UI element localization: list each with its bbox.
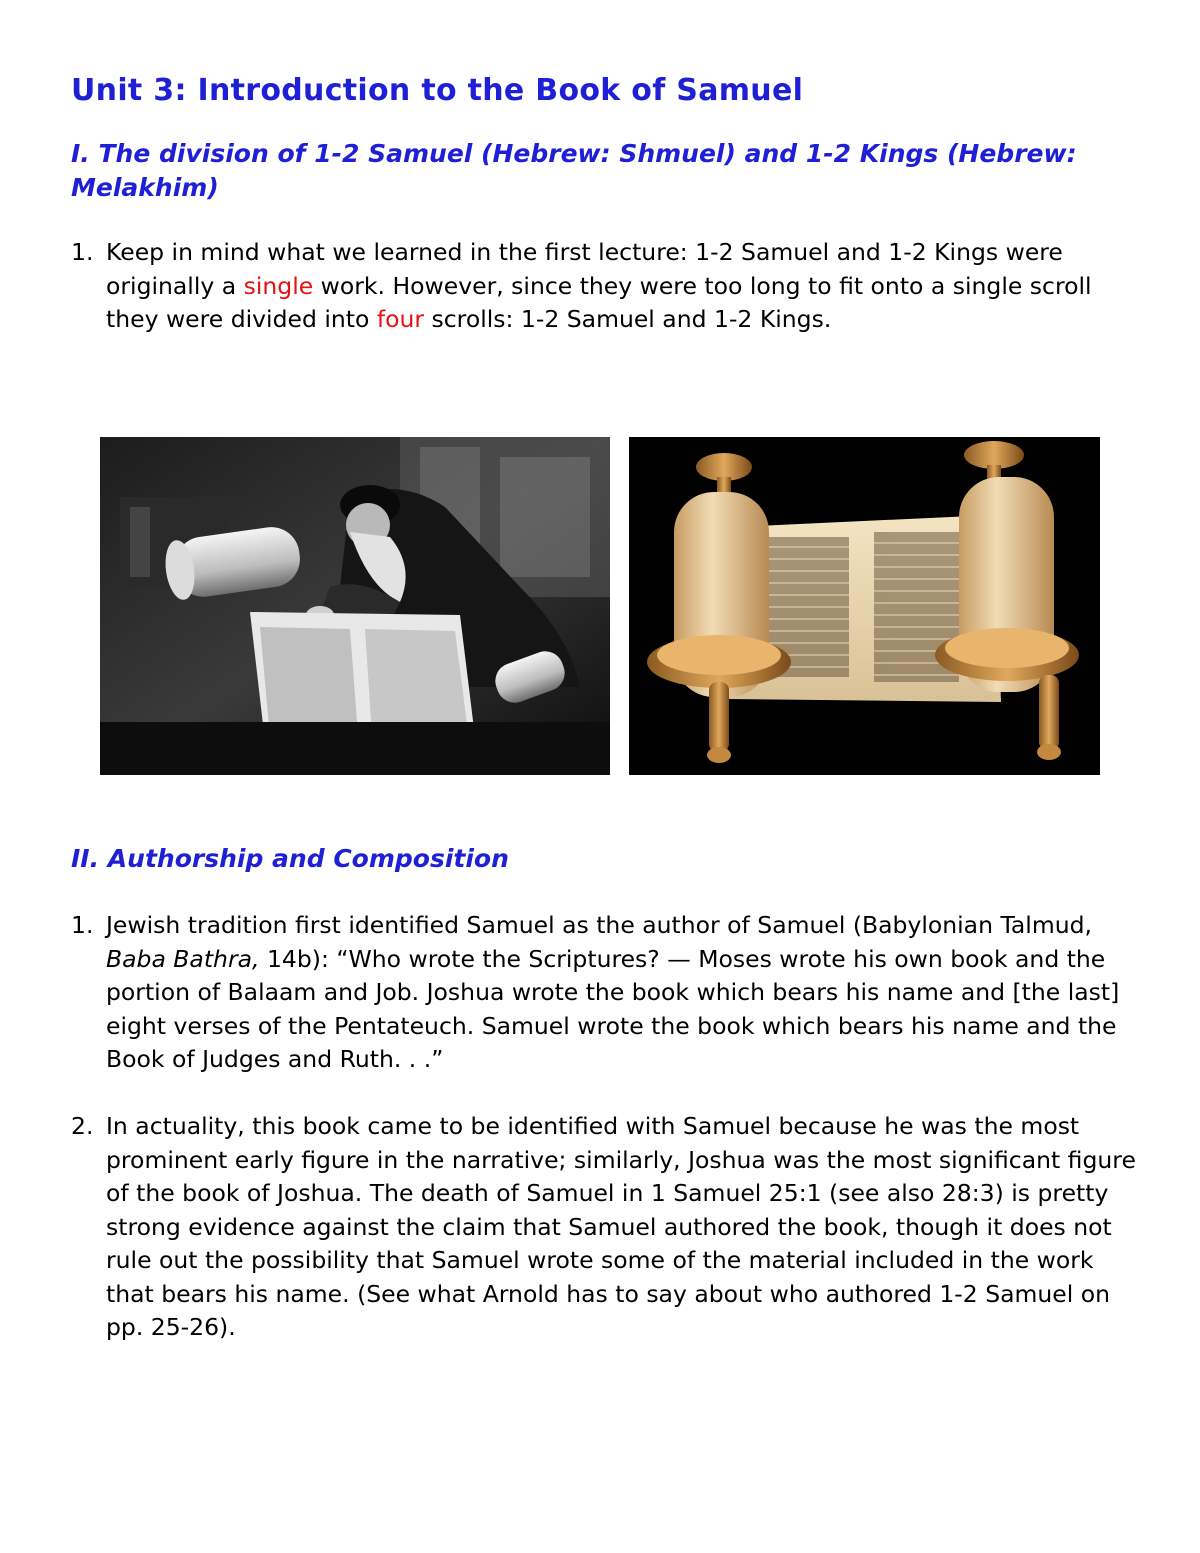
scribe-photo-illustration [100, 437, 610, 775]
list-item [71, 1110, 1141, 1345]
scribe-photo [100, 437, 610, 775]
torah-scroll-photo [629, 437, 1100, 775]
list-text: work. However, since they were too long to fit onto a single scroll they were divided into [106, 271, 1092, 333]
section-heading-authorship: II. Authorship and Composition [71, 844, 509, 873]
list-number: 1. [71, 911, 94, 939]
list-text: 14b): “Who wrote the Scriptures? — Moses wrote his own book and the portion of Balaam and Job. Joshua wrote the book which bears his name and [the last] eight verses of the Pentateuch. Samuel wrote the book which bears his name and the Book of Judges and Ruth. . .” [106, 944, 1120, 1073]
torah-scroll-illustration [629, 437, 1100, 775]
list-text: In actuality, this book came to be identified with Samuel because he was the most prominent early figure in the narrative; similarly, Joshua was the most significant figure of the book of Joshua. The death of Samuel in 1 Samuel 25:1 (see also 28:3) is pretty strong evidence against the claim that Samuel authored the book, though it does not rule out the possibility that Samuel wrote some of the material included in the work that bears his name. (See what Arnold has to say about who authored 1-2 Samuel on pp. 25-26). [106, 1112, 1136, 1341]
highlight-single: single [243, 271, 314, 300]
list-text: scrolls: 1-2 Samuel and 1-2 Kings. [424, 305, 832, 333]
list-item [71, 909, 1141, 1077]
list-text: Jewish tradition first identified Samuel as the author of Samuel (Babylonian Talmud, [106, 911, 1093, 939]
list-number: 1. [71, 238, 94, 266]
division-list [71, 236, 1141, 337]
list-item [71, 236, 1141, 337]
list-text: Keep in mind what we learned in the first lecture: 1-2 Samuel and 1-2 Kings were originally a [106, 238, 1063, 300]
italic-title: Baba Bathra, [106, 944, 260, 973]
authorship-list [71, 909, 1141, 1345]
highlight-four: four [376, 305, 425, 333]
list-number: 2. [71, 1112, 94, 1140]
section-heading-division: I. The division of 1-2 Samuel (Hebrew: Shmuel) and 1-2 Kings (Hebrew: Melakhim) [71, 139, 1077, 202]
page-title: Unit 3: Introduction to the Book of Samuel [71, 73, 804, 108]
